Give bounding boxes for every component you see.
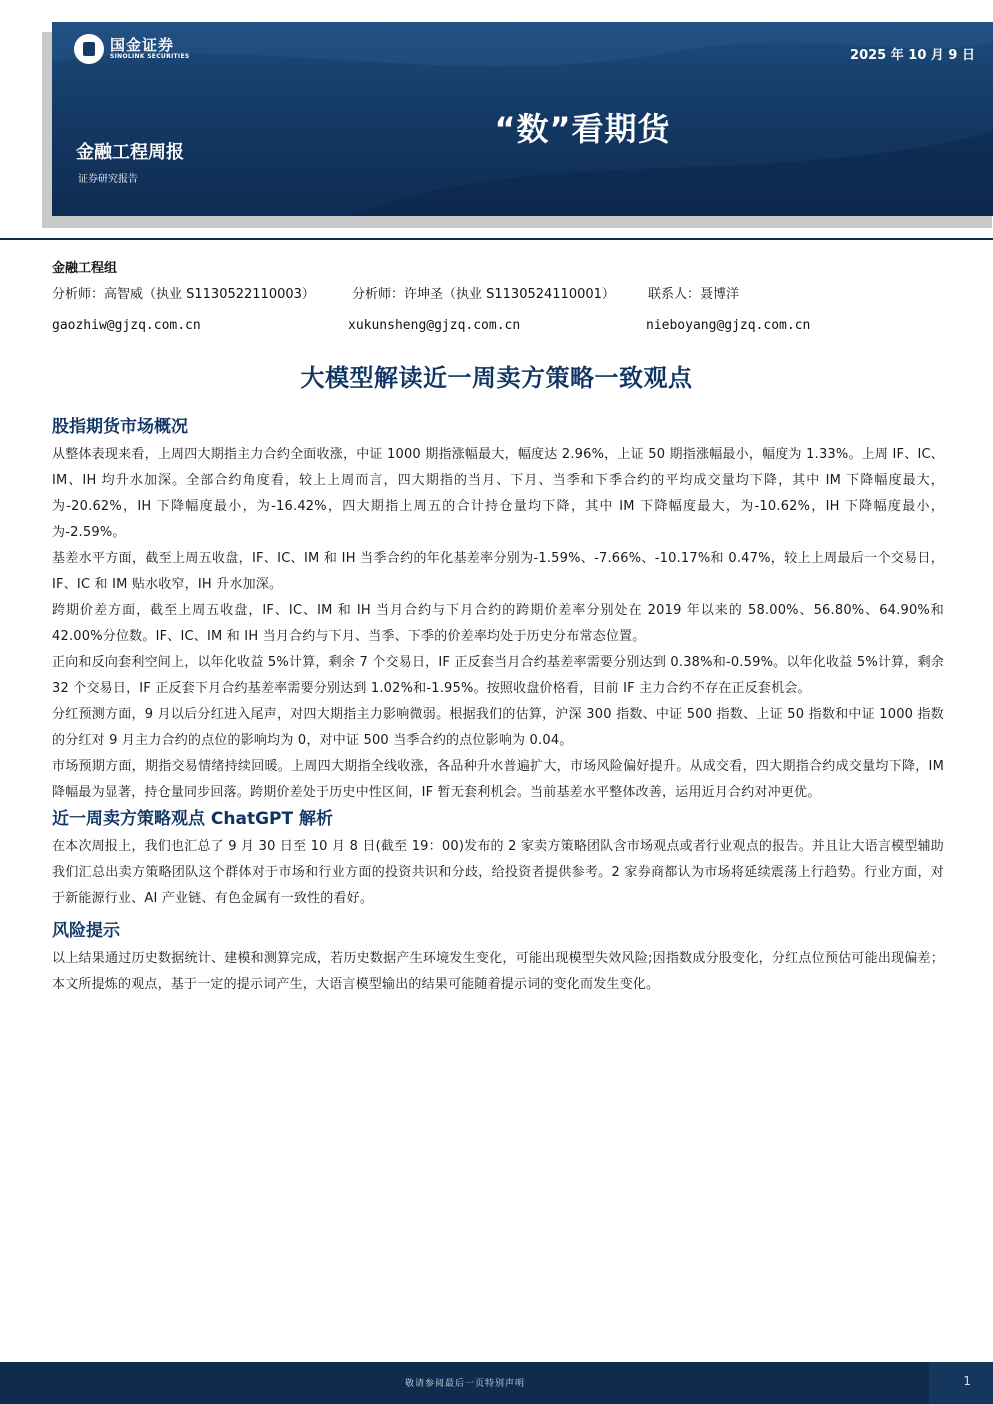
report-series: 金融工程周报 xyxy=(76,142,184,163)
page-number-box xyxy=(929,1362,993,1404)
author-block xyxy=(52,258,952,333)
report-body xyxy=(52,414,944,998)
author-group: 金融工程组 xyxy=(52,261,118,276)
paragraph: 从整体表现来看，上周四大期指主力合约全面收涨，中证 1000 期指涨幅最大，幅度达 2.96%，上证 50 期指涨幅最小，幅度为 1.33%。上周 IF、IC、IM、IH 均升水加深。全部合约角度看，较上上周而言，四大期指的当月、下月、当季和下季合约的平均成交量均下降，其中 IM 下降幅度最大，为-20.62%，IH 下降幅度最小，为-16.42%，四大期指上周五的合计持仓量均下降，其中 IM 下降幅度最大，为-10.62%，IH 下降幅度最小，为-2.59%。 xyxy=(52,447,944,540)
section-heading-risk: 风险提示 xyxy=(52,921,120,941)
paragraph: 正向和反向套利空间上，以年化收益 5%计算，剩余 7 个交易日，IF 正反套当月合约基差率需要分别达到 0.38%和-0.59%。以年化收益 5%计算，剩余 32 个交易日，IF 正反套下月合约基差率需要分别达到 1.02%和-1.95%。按照收盘价格看，目前 IF 主力合约不存在正反套机会。 xyxy=(52,655,944,696)
section-heading-market: 股指期货市场概况 xyxy=(52,417,188,437)
analyst-1: 分析师：高智威（执业 S1130522110003） xyxy=(52,287,315,302)
page-footer xyxy=(0,1362,993,1404)
email-link-2[interactable]: xukunsheng@gjzq.com.cn xyxy=(348,318,521,333)
email-link-3[interactable]: nieboyang@gjzq.com.cn xyxy=(646,318,811,333)
contact-person: 联系人：聂博洋 xyxy=(648,287,740,302)
page-number: 1 xyxy=(963,1374,971,1388)
paragraph: 市场预期方面，期指交易情绪持续回暖。上周四大期指全线收涨，各品种升水普遍扩大，市场风险偏好提升。从成交看，四大期指合约成交量均下降，IM 降幅最为显著，持仓量同步回落。跨期价差处于历史中性区间，IF 暂无套利机会。当前基差水平整体改善，运用近月合约对冲更优。 xyxy=(52,759,944,800)
logo-mark-icon xyxy=(74,34,104,64)
email-link-1[interactable]: gaozhiw@gjzq.com.cn xyxy=(52,318,201,333)
logo-cn-text: 国金证券 xyxy=(110,36,175,54)
report-type: 证券研究报告 xyxy=(78,174,138,185)
report-title: “数”看期货 xyxy=(494,110,671,148)
paragraph: 在本次周报上，我们也汇总了 9 月 30 日至 10 月 8 日(截至 19：00)发布的 2 家卖方策略团队含市场观点或者行业观点的报告。并且让大语言模型辅助我们汇总出卖方策略团队这个群体对于市场和行业方面的投资共识和分歧，给投资者提供参考。2 家券商都认为市场将延续震荡上行趋势。行业方面，对于新能源行业、AI 产业链、有色金属有一致性的看好。 xyxy=(52,839,944,906)
logo-en-text: SINOLINK SECURITIES xyxy=(110,53,190,60)
section-heading-chatgpt: 近一周卖方策略观点 ChatGPT 解析 xyxy=(52,809,334,829)
company-logo xyxy=(74,34,189,64)
report-header-banner xyxy=(52,22,993,216)
header-divider xyxy=(0,238,993,240)
paragraph: 跨期价差方面，截至上周五收盘，IF、IC、IM 和 IH 当月合约与下月合约的跨期价差率分别处在 2019 年以来的 58.00%、56.80%、64.90%和 42.00%分位数。IF、IC、IM 和 IH 当月合约与下月、当季、下季的价差率均处于历史分布常态位置。 xyxy=(52,603,944,644)
report-date: 2025 年 10 月 9 日 xyxy=(850,48,975,63)
paragraph: 分红预测方面，9 月以后分红进入尾声，对四大期指主力影响微弱。根据我们的估算，沪深 300 指数、中证 500 指数、上证 50 指数和中证 1000 指数的分红对 9 月主力合约的点位的影响均为 0，对中证 500 当季合约的点位影响为 0.04。 xyxy=(52,707,944,748)
paragraph: 基差水平方面，截至上周五收盘，IF、IC、IM 和 IH 当季合约的年化基差率分别为-1.59%、-7.66%、-10.17%和 0.47%，较上上周最后一个交易日，IF、IC 和 IM 贴水收窄，IH 升水加深。 xyxy=(52,551,944,592)
analyst-2: 分析师：许坤圣（执业 S1130524110001） xyxy=(352,287,615,302)
paragraph: 以上结果通过历史数据统计、建模和测算完成，若历史数据产生环境发生变化，可能出现模型失效风险;因指数成分股变化，分红点位预估可能出现偏差；本文所提炼的观点，基于一定的提示词产生，大语言模型输出的结果可能随着提示词的变化而发生变化。 xyxy=(52,951,944,992)
footer-disclaimer-note: 敬请参阅最后一页特别声明 xyxy=(404,1379,525,1389)
main-title: 大模型解读近一周卖方策略一致观点 xyxy=(300,364,693,392)
